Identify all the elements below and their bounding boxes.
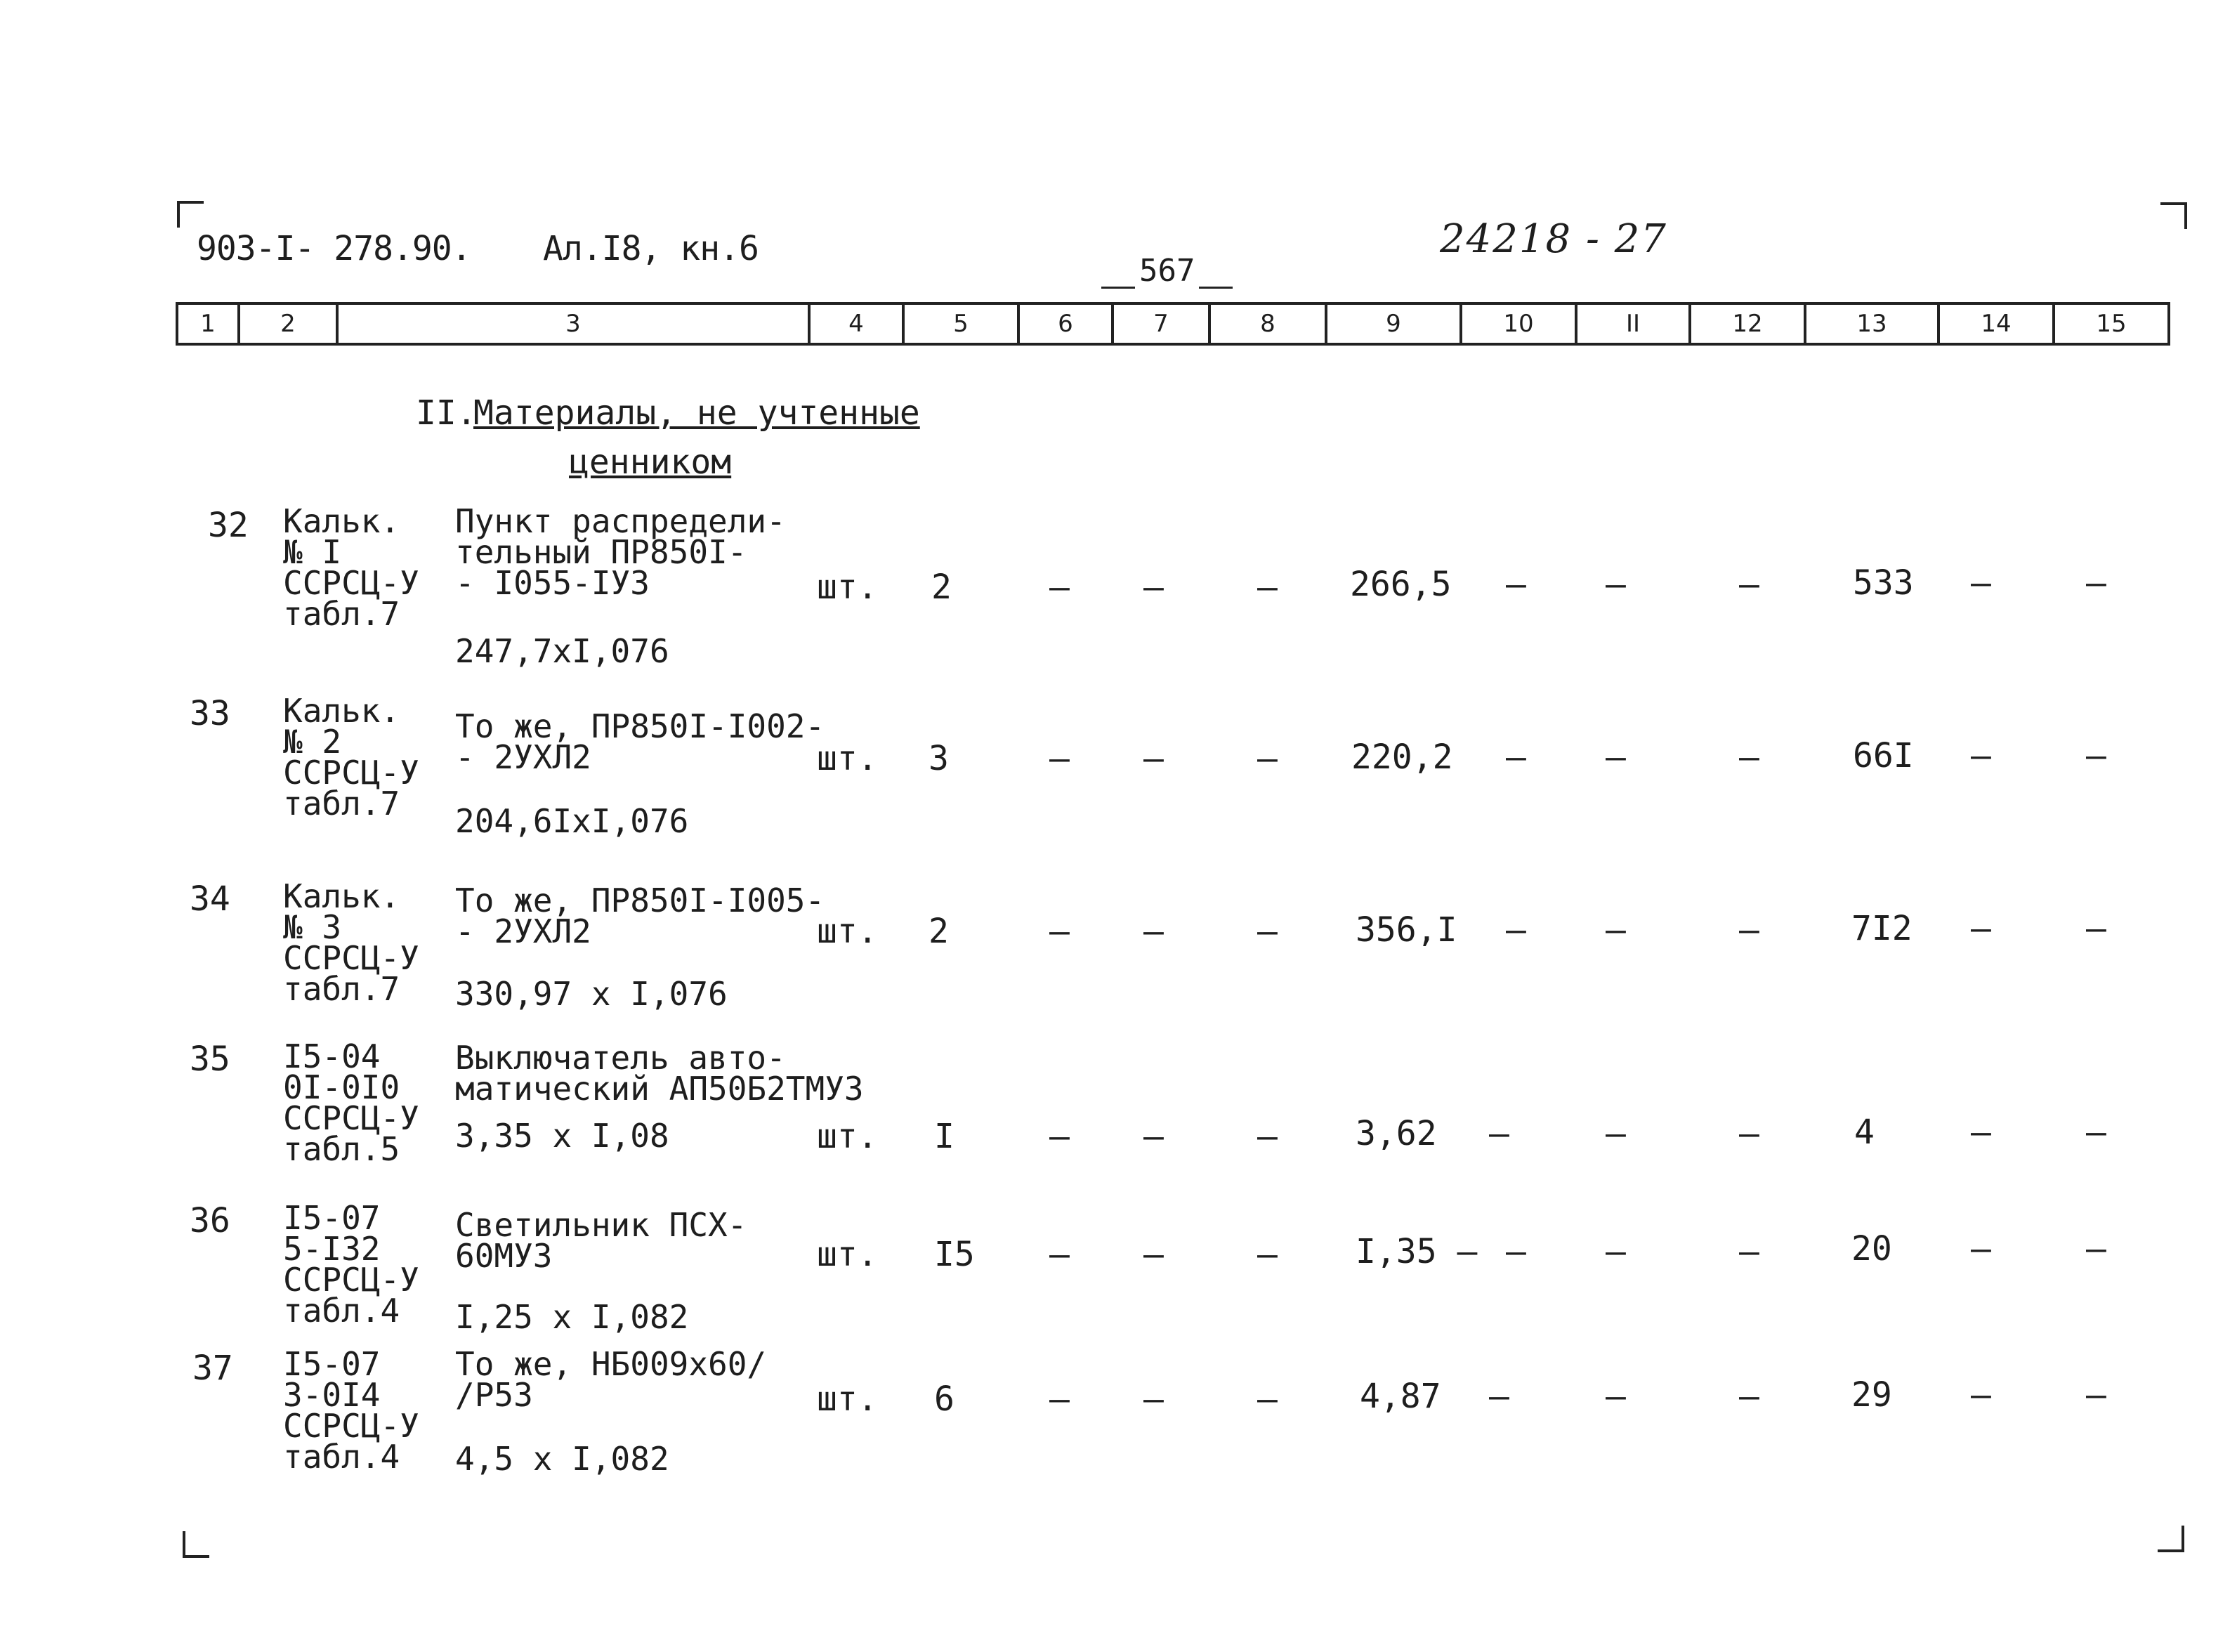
- unit: шт.: [817, 568, 878, 607]
- column-8-value: –: [1257, 739, 1278, 778]
- column-number: 4: [808, 305, 902, 343]
- column-7-value: –: [1143, 912, 1164, 951]
- unit-price: I,35 –: [1356, 1232, 1478, 1271]
- quantity: I: [934, 1117, 955, 1156]
- column-14-value: –: [1971, 736, 1991, 775]
- total-cost: 533: [1853, 563, 1914, 603]
- column-15-value: –: [2086, 563, 2106, 603]
- unit-price: 4,87: [1360, 1377, 1441, 1416]
- column-number: 2: [237, 305, 336, 343]
- row-number: 35: [190, 1040, 230, 1079]
- quantity: I5: [934, 1235, 975, 1274]
- pricing-basis: I5-07 3-0I4 ССРСЦ-У табл.4: [283, 1345, 419, 1476]
- unit: шт.: [817, 1235, 878, 1274]
- album-reference: Ал.I8, кн.6: [543, 229, 759, 268]
- column-12-value: –: [1739, 1232, 1759, 1271]
- unit: шт.: [817, 739, 878, 778]
- column-8-value: –: [1257, 1379, 1278, 1419]
- quantity: 3: [929, 739, 949, 778]
- column-7-value: –: [1143, 1235, 1164, 1274]
- corner-mark-bottom-right: [2158, 1526, 2184, 1552]
- item-description: Пункт распредели- тельный ПР850I- - I055-IУЗ: [455, 502, 786, 602]
- column-14-value: –: [1971, 563, 1991, 603]
- column-14-value: –: [1971, 909, 1991, 948]
- column-14-value: –: [1971, 1113, 1991, 1152]
- price-calculation: 247,7хI,076: [455, 632, 669, 670]
- unit: шт.: [817, 1379, 878, 1419]
- quantity: 2: [931, 568, 952, 607]
- column-10-value: –: [1506, 1232, 1526, 1271]
- column-number: 5: [902, 305, 1017, 343]
- column-number: 12: [1688, 305, 1804, 343]
- column-number: 15: [2052, 305, 2167, 343]
- column-12-value: –: [1739, 1114, 1759, 1153]
- column-6-value: –: [1049, 1235, 1070, 1274]
- column-15-value: –: [2086, 736, 2106, 775]
- column-6-value: –: [1049, 568, 1070, 607]
- row-number: 33: [190, 694, 230, 733]
- quantity: 2: [929, 912, 949, 951]
- page-number: 567: [1101, 253, 1233, 289]
- unit-price: 3,62: [1356, 1114, 1437, 1153]
- unit: шт.: [817, 912, 878, 951]
- column-number: 1: [200, 310, 216, 338]
- column-6-value: –: [1049, 739, 1070, 778]
- column-number: 10: [1459, 305, 1575, 343]
- price-calculation: 330,97 х I,076: [455, 975, 728, 1013]
- unit-price: 220,2: [1351, 738, 1453, 777]
- column-number: 6: [1017, 305, 1111, 343]
- price-calculation: 4,5 х I,082: [455, 1440, 669, 1478]
- row-number: 37: [192, 1349, 233, 1388]
- column-12-value: –: [1739, 1377, 1759, 1416]
- column-11-value: –: [1606, 1114, 1626, 1153]
- column-11-value: –: [1606, 1232, 1626, 1271]
- total-cost: 20: [1851, 1229, 1892, 1268]
- total-cost: 7I2: [1851, 909, 1913, 948]
- unit: шт.: [817, 1117, 878, 1156]
- unit-price: 356,I: [1356, 910, 1457, 950]
- column-15-value: –: [2086, 909, 2106, 948]
- corner-mark-top-right: [2160, 202, 2187, 229]
- column-14-value: –: [1971, 1229, 1991, 1268]
- total-cost: 66I: [1853, 736, 1914, 775]
- column-8-value: –: [1257, 912, 1278, 951]
- column-7-value: –: [1143, 739, 1164, 778]
- column-6-value: –: [1049, 1379, 1070, 1419]
- price-calculation: 204,6IхI,076: [455, 802, 689, 840]
- item-description: То же, ПР850I-I005- - 2УХЛ2: [455, 881, 825, 950]
- section-title-line1: Материалы, не учтенные: [473, 393, 920, 433]
- total-cost: 29: [1851, 1375, 1892, 1415]
- price-calculation: 3,35 х I,08: [455, 1117, 669, 1155]
- item-description: То же, ПР850I-I002- - 2УХЛ2: [455, 707, 825, 776]
- column-6-value: –: [1049, 912, 1070, 951]
- column-11-value: –: [1606, 738, 1626, 777]
- row-number: 34: [190, 879, 230, 919]
- column-10-value: –: [1489, 1377, 1509, 1416]
- item-description: Светильник ПСХ- 60МУЗ: [455, 1206, 747, 1275]
- column-12-value: –: [1739, 910, 1759, 950]
- pricing-basis: I5-04 0I-0I0 ССРСЦ-У табл.5: [283, 1037, 419, 1168]
- column-number: II: [1575, 305, 1688, 343]
- column-15-value: –: [2086, 1375, 2106, 1415]
- column-11-value: –: [1606, 910, 1626, 950]
- pricing-basis: Кальк. № I ССРСЦ-У табл.7: [283, 502, 419, 633]
- column-8-value: –: [1257, 1235, 1278, 1274]
- column-number: 7: [1111, 305, 1208, 343]
- column-12-value: –: [1739, 565, 1759, 604]
- column-14-value: –: [1971, 1375, 1991, 1415]
- corner-mark-bottom-left: [183, 1531, 209, 1558]
- column-number: 14: [1937, 305, 2052, 343]
- column-10-value: –: [1506, 738, 1526, 777]
- column-11-value: –: [1606, 1377, 1626, 1416]
- unit-price: 266,5: [1350, 565, 1452, 604]
- column-8-value: –: [1257, 568, 1278, 607]
- total-cost: 4: [1854, 1113, 1875, 1152]
- column-8-value: –: [1257, 1117, 1278, 1156]
- column-6-value: –: [1049, 1117, 1070, 1156]
- column-15-value: –: [2086, 1113, 2106, 1152]
- column-12-value: –: [1739, 738, 1759, 777]
- column-number-header: [176, 302, 2170, 346]
- column-number: 13: [1804, 305, 1937, 343]
- section-title-line2: ценником: [569, 442, 732, 482]
- column-7-value: –: [1143, 1379, 1164, 1419]
- row-number: 32: [208, 506, 249, 545]
- pricing-basis: I5-07 5-I32 ССРСЦ-У табл.4: [283, 1199, 419, 1330]
- item-description: Выключатель авто- матический АП50Б2ТМУЗ: [455, 1039, 864, 1108]
- handwritten-number: 24218 - 27: [1440, 216, 1667, 262]
- row-number: 36: [190, 1201, 230, 1240]
- pricing-basis: Кальк. № 3 ССРСЦ-У табл.7: [283, 877, 419, 1008]
- column-number: 3: [336, 305, 808, 343]
- quantity: 6: [934, 1379, 955, 1419]
- document-code: 903-I- 278.90.: [197, 229, 471, 268]
- column-7-value: –: [1143, 568, 1164, 607]
- section-numeral: II.: [416, 393, 477, 433]
- column-11-value: –: [1606, 565, 1626, 604]
- corner-mark-top-left: [177, 201, 204, 228]
- column-10-value: –: [1489, 1114, 1509, 1153]
- price-calculation: I,25 х I,082: [455, 1298, 689, 1336]
- column-number: 9: [1325, 305, 1459, 343]
- column-10-value: –: [1506, 565, 1526, 604]
- item-description: То же, НБ009х60/ /Р53: [455, 1345, 767, 1414]
- column-7-value: –: [1143, 1117, 1164, 1156]
- column-number: 8: [1208, 305, 1325, 343]
- pricing-basis: Кальк. № 2 ССРСЦ-У табл.7: [283, 692, 419, 822]
- column-15-value: –: [2086, 1229, 2106, 1268]
- column-10-value: –: [1506, 910, 1526, 950]
